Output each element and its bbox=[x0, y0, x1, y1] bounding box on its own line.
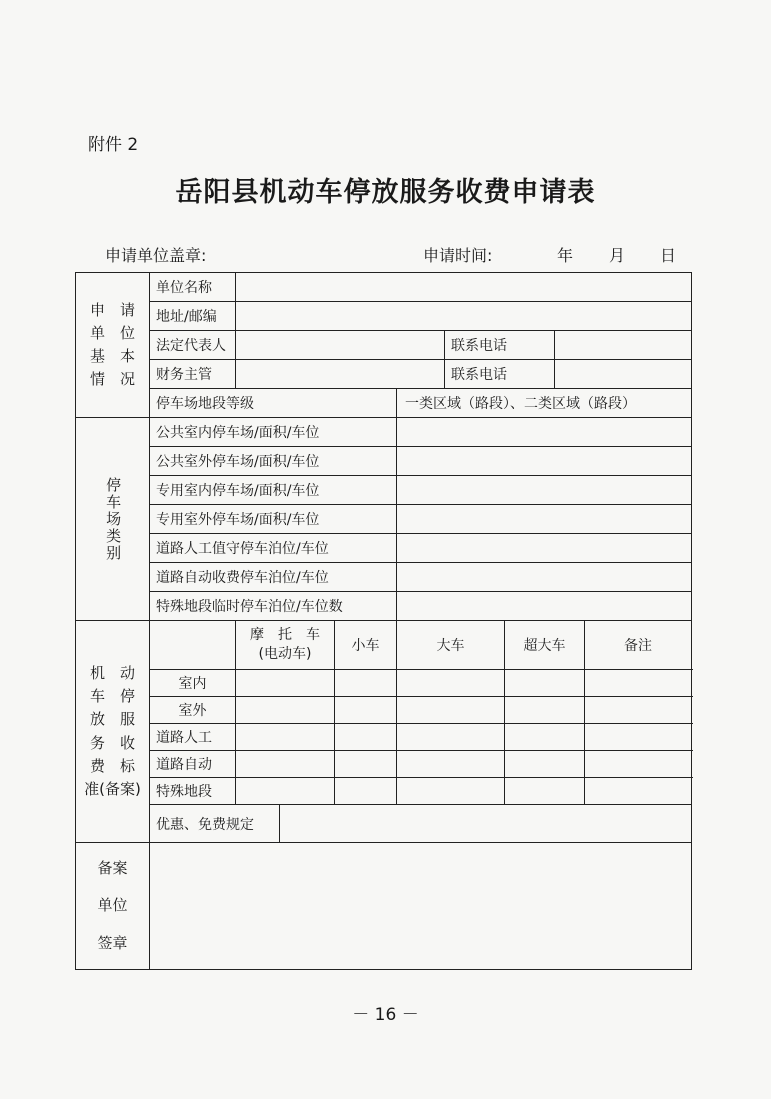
fee-cell[interactable] bbox=[397, 697, 505, 724]
parking-type-row-label: 公共室内停车场/面积/车位 bbox=[150, 418, 397, 447]
fee-col-small-car: 小车 bbox=[335, 621, 397, 670]
fee-col-remarks: 备注 bbox=[585, 621, 692, 670]
parking-type-row-field[interactable] bbox=[397, 534, 692, 563]
fee-cell[interactable] bbox=[236, 751, 335, 778]
finance-field[interactable] bbox=[236, 360, 445, 389]
legal-rep-field[interactable] bbox=[236, 331, 445, 360]
phone1-label: 联系电话 bbox=[445, 331, 555, 360]
fee-cell[interactable] bbox=[505, 751, 585, 778]
application-form-table bbox=[75, 272, 692, 970]
apply-time-label: 申请时间: bbox=[423, 246, 493, 265]
parking-type-row-label: 专用室外停车场/面积/车位 bbox=[150, 505, 397, 534]
parking-type-row-label: 道路自动收费停车泊位/车位 bbox=[150, 563, 397, 592]
fee-cell[interactable] bbox=[505, 697, 585, 724]
phone2-field[interactable] bbox=[555, 360, 692, 389]
address-label: 地址/邮编 bbox=[150, 302, 236, 331]
legal-rep-label: 法定代表人 bbox=[150, 331, 236, 360]
fee-cell[interactable] bbox=[397, 751, 505, 778]
fee-row-label: 特殊地段 bbox=[150, 778, 236, 805]
parking-type-row-label: 公共室外停车场/面积/车位 bbox=[150, 447, 397, 476]
fee-cell[interactable] bbox=[397, 724, 505, 751]
year-label: 年 bbox=[557, 246, 574, 265]
fee-cell[interactable] bbox=[505, 724, 585, 751]
parking-type-row-label: 专用室内停车场/面积/车位 bbox=[150, 476, 397, 505]
fee-row-label: 道路自动 bbox=[150, 751, 236, 778]
fee-cell[interactable] bbox=[335, 751, 397, 778]
fee-row-label: 道路人工 bbox=[150, 724, 236, 751]
fee-cell[interactable] bbox=[236, 724, 335, 751]
fee-row-label: 室外 bbox=[150, 697, 236, 724]
day-label: 日 bbox=[660, 246, 677, 265]
section-parking-type-label: 停车场类别 bbox=[76, 418, 150, 621]
month-label: 月 bbox=[609, 246, 626, 265]
unit-name-label: 单位名称 bbox=[150, 273, 236, 302]
fee-cell[interactable] bbox=[335, 778, 397, 805]
fee-cell[interactable] bbox=[335, 724, 397, 751]
section-filing-stamp-label: 备案 单位 签章 bbox=[76, 843, 150, 970]
fee-col-oversize-car: 超大车 bbox=[505, 621, 585, 670]
parking-type-row-field[interactable] bbox=[397, 563, 692, 592]
discount-label: 优惠、免费规定 bbox=[150, 805, 280, 843]
filing-stamp-field[interactable] bbox=[150, 843, 692, 970]
attachment-label: 附件 2 bbox=[88, 135, 139, 155]
fee-cell[interactable] bbox=[236, 697, 335, 724]
unit-name-field[interactable] bbox=[236, 273, 692, 302]
parking-type-row-field[interactable] bbox=[397, 592, 692, 621]
grade-label: 停车场地段等级 bbox=[150, 389, 397, 418]
fee-cell[interactable] bbox=[335, 670, 397, 697]
fee-cell[interactable] bbox=[585, 778, 692, 805]
parking-type-row-field[interactable] bbox=[397, 418, 692, 447]
fee-cell[interactable] bbox=[585, 670, 692, 697]
fee-corner-cell bbox=[150, 621, 236, 670]
page-number: － 16 － bbox=[352, 1005, 419, 1025]
fee-cell[interactable] bbox=[236, 778, 335, 805]
address-field[interactable] bbox=[236, 302, 692, 331]
fee-cell[interactable] bbox=[236, 670, 335, 697]
finance-label: 财务主管 bbox=[150, 360, 236, 389]
fee-col-motorcycle: 摩 托 车 (电动车) bbox=[236, 621, 335, 670]
parking-type-row-label: 道路人工值守停车泊位/车位 bbox=[150, 534, 397, 563]
fee-cell[interactable] bbox=[585, 751, 692, 778]
fee-cell[interactable] bbox=[505, 778, 585, 805]
fee-cell[interactable] bbox=[335, 697, 397, 724]
parking-type-row-field[interactable] bbox=[397, 476, 692, 505]
fee-cell[interactable] bbox=[505, 670, 585, 697]
grade-value: 一类区域（路段）、二类区域（路段） bbox=[397, 389, 692, 418]
fee-cell[interactable] bbox=[585, 697, 692, 724]
page-title: 岳阳县机动车停放服务收费申请表 bbox=[175, 177, 596, 208]
phone2-label: 联系电话 bbox=[445, 360, 555, 389]
fee-row-label: 室内 bbox=[150, 670, 236, 697]
parking-type-row-label: 特殊地段临时停车泊位/车位数 bbox=[150, 592, 397, 621]
fee-cell[interactable] bbox=[585, 724, 692, 751]
section-fee-standard-label: 机 动 车 停 放 服 务 收 费 标 准(备案) bbox=[76, 621, 150, 843]
section-basic-info-label: 申 请 单 位 基 本 情 况 bbox=[76, 273, 150, 418]
applicant-seal-label: 申请单位盖章: bbox=[105, 246, 207, 265]
fee-col-large-car: 大车 bbox=[397, 621, 505, 670]
phone1-field[interactable] bbox=[555, 331, 692, 360]
fee-cell[interactable] bbox=[397, 778, 505, 805]
parking-type-row-field[interactable] bbox=[397, 505, 692, 534]
parking-type-row-field[interactable] bbox=[397, 447, 692, 476]
fee-cell[interactable] bbox=[397, 670, 505, 697]
discount-field[interactable] bbox=[280, 805, 692, 843]
